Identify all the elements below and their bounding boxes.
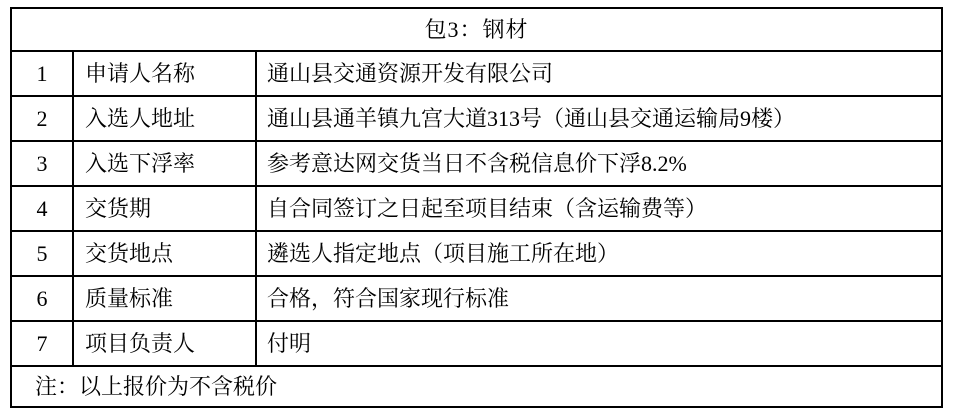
field-label-cell: 申请人名称 (73, 51, 256, 96)
row-number-cell: 1 (11, 51, 73, 96)
field-label-cell: 质量标准 (73, 276, 256, 321)
table-row (11, 321, 942, 366)
field-value-cell: 合格，符合国家现行标准 (256, 276, 942, 321)
table-note: 注：以上报价为不含税价 (11, 366, 942, 407)
field-label-cell: 交货地点 (73, 231, 256, 276)
field-value-cell: 参考意达网交货当日不含税信息价下浮8.2% (256, 141, 942, 186)
field-value-cell: 自合同签订之日起至项目结束（含运输费等） (256, 186, 942, 231)
table-row (11, 51, 942, 96)
row-number-cell: 6 (11, 276, 73, 321)
field-label-cell: 项目负责人 (73, 321, 256, 366)
field-label-cell: 入选下浮率 (73, 141, 256, 186)
field-value-cell: 通山县通羊镇九宫大道313号（通山县交通运输局9楼） (256, 96, 942, 141)
field-value-cell: 付明 (256, 321, 942, 366)
table-note-row (11, 366, 942, 407)
field-value-cell: 遴选人指定地点（项目施工所在地） (256, 231, 942, 276)
table-row (11, 276, 942, 321)
table-row (11, 231, 942, 276)
row-number-cell: 3 (11, 141, 73, 186)
table-row (11, 141, 942, 186)
table-row (11, 96, 942, 141)
row-number-cell: 4 (11, 186, 73, 231)
row-number-cell: 7 (11, 321, 73, 366)
field-label-cell: 入选人地址 (73, 96, 256, 141)
table-title-row (11, 8, 942, 51)
field-value-cell: 通山县交通资源开发有限公司 (256, 51, 942, 96)
field-label-cell: 交货期 (73, 186, 256, 231)
table-title: 包3：钢材 (11, 8, 942, 51)
row-number-cell: 5 (11, 231, 73, 276)
table-row (11, 186, 942, 231)
package-info-table (10, 7, 943, 408)
row-number-cell: 2 (11, 96, 73, 141)
